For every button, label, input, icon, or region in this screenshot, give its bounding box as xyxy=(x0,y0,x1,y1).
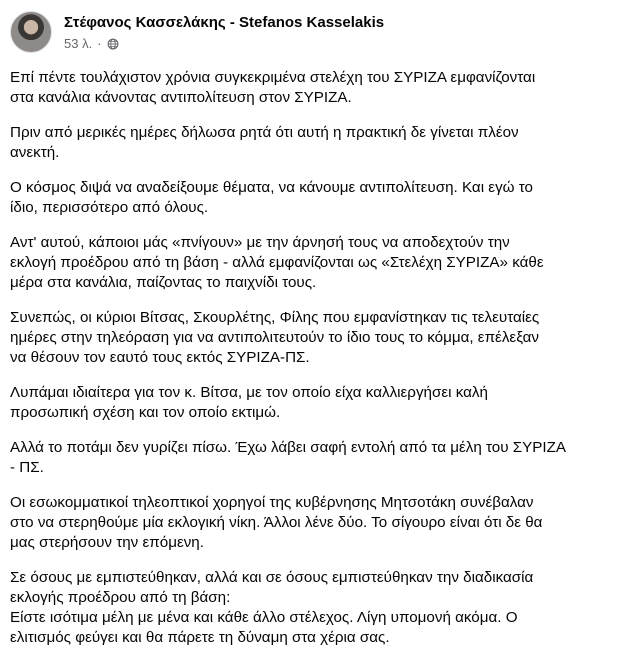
paragraph-line: μέρα στα κανάλια, παίζοντας το παιχνίδι τους. xyxy=(10,274,317,291)
paragraph-line: Ο κόσμος διψά να αναδείξουμε θέματα, να κάνουμε αντιπολίτευση. Και εγώ το xyxy=(10,179,533,196)
paragraph-line: Αλλά το ποτάμι δεν γυρίζει πίσω. Έχω λάβει σαφή εντολή από τα μέλη του ΣΥΡΙΖΑ xyxy=(10,439,567,456)
post-header xyxy=(6,0,632,60)
paragraph-line: ανεκτή. xyxy=(10,144,60,161)
post-body xyxy=(6,68,632,648)
author-name[interactable]: Στέφανος Κασσελάκης - Stefanos Kasselakis xyxy=(64,13,385,31)
post-paragraph xyxy=(10,123,628,163)
post-paragraph xyxy=(10,68,628,108)
post-paragraph xyxy=(10,178,628,218)
paragraph-line: ελιτισμός φεύγει και θα πάρετε τη δύναμη στα χέρια σας. xyxy=(10,629,390,646)
post-meta xyxy=(64,13,384,52)
paragraph-line: Επί πέντε τουλάχιστον χρόνια συγκεκριμένα στελέχη του ΣΥΡΙΖΑ εμφανίζονται xyxy=(10,69,536,86)
post-paragraph xyxy=(10,383,628,423)
post-paragraph xyxy=(10,438,628,478)
paragraph-line: Οι εσωκομματικοί τηλεοπτικοί χορηγοί της κυβέρνησης Μητσοτάκη συνέβαλαν xyxy=(10,494,534,511)
post-paragraph xyxy=(10,568,628,648)
globe-icon[interactable] xyxy=(107,38,119,50)
paragraph-line: Λυπάμαι ιδιαίτερα για τον κ. Βίτσα, με τον οποίο είχα καλλιεργήσει καλή xyxy=(10,384,488,401)
paragraph-line: ίδιο, περισσότερο από όλους. xyxy=(10,199,209,216)
paragraph-line: Συνεπώς, οι κύριοι Βίτσας, Σκουρλέτης, Φίλης που εμφανίστηκαν τις τελευταίες xyxy=(10,309,540,326)
post-paragraph xyxy=(10,493,628,553)
post-paragraph xyxy=(10,233,628,293)
paragraph-line: στο να στερηθούμε μία εκλογική νίκη. Άλλοι λένε δύο. Το σίγουρο είναι ότι δε θα xyxy=(10,514,543,531)
paragraph-line: στα κανάλια κάνοντας αντιπολίτευση στον ΣΥΡΙΖΑ. xyxy=(10,89,352,106)
post-timestamp[interactable]: 53 λ. xyxy=(64,35,93,51)
paragraph-line: ημέρες στην τηλεόραση για να αντιπολιτευτούν το ίδιο τους το κόμμα, επέλεξαν xyxy=(10,329,539,346)
paragraph-line: Πριν από μερικές ημέρες δήλωσα ρητά ότι αυτή η πρακτική δε γίνεται πλέον xyxy=(10,124,519,141)
paragraph-line: - ΠΣ. xyxy=(10,459,44,476)
paragraph-line: Σε όσους με εμπιστεύθηκαν, αλλά και σε όσους εμπιστεύθηκαν την διαδικασία xyxy=(10,569,534,586)
post-subline xyxy=(64,36,384,52)
paragraph-line: Αντ' αυτού, κάποιοι μάς «πνίγουν» με την άρνησή τους να αποδεχτούν την xyxy=(10,234,510,251)
paragraph-line: Είστε ισότιμα μέλη με μένα και κάθε άλλο στέλεχος. Λίγη υπομονή ακόμα. Ο xyxy=(10,609,518,626)
paragraph-line: εκλογής προέδρου από τη βάση: xyxy=(10,589,231,606)
post-paragraph xyxy=(10,308,628,368)
paragraph-line: μας στερήσουν την επόμενη. xyxy=(10,534,204,551)
meta-separator: · xyxy=(97,35,102,51)
paragraph-line: εκλογή προέδρου από τη βάση - αλλά εμφανίζονται ως «Στελέχη ΣΥΡΙΖΑ» κάθε xyxy=(10,254,544,271)
paragraph-line: προσωπική σχέση και τον οποίο εκτιμώ. xyxy=(10,404,281,421)
paragraph-line: να θέσουν τον εαυτό τους εκτός ΣΥΡΙΖΑ-ΠΣ. xyxy=(10,349,310,366)
author-avatar[interactable] xyxy=(10,11,52,53)
